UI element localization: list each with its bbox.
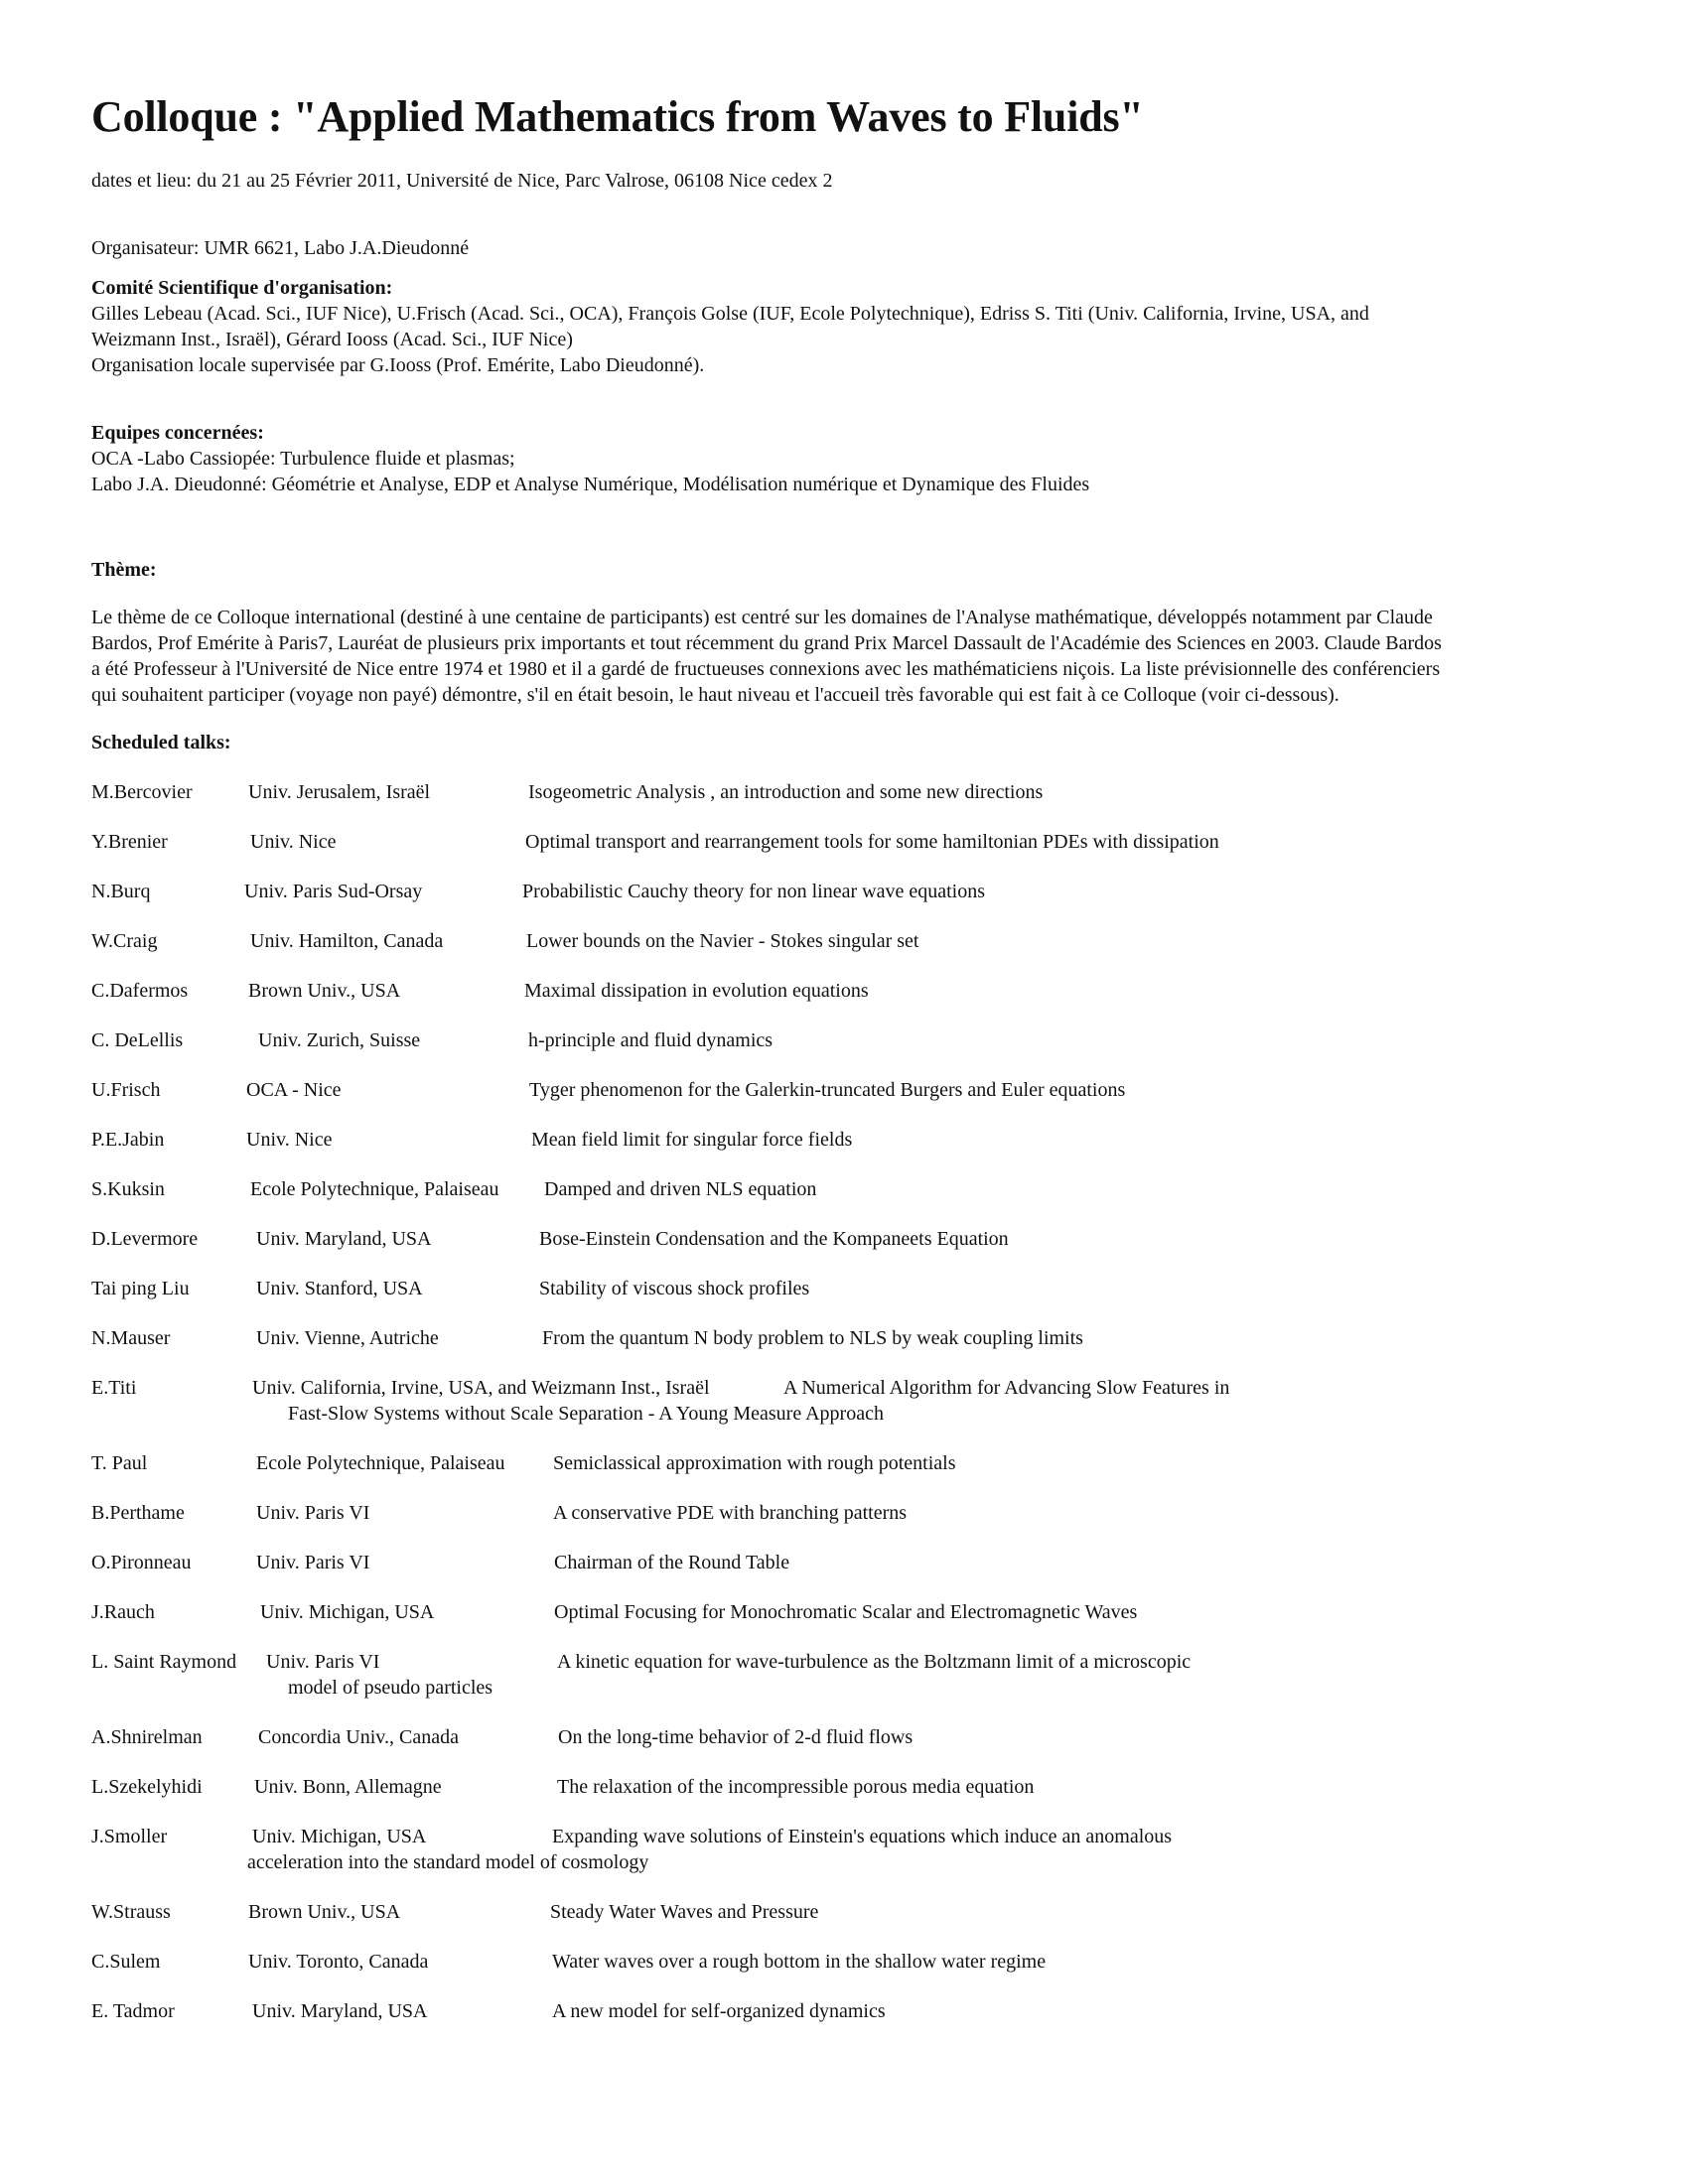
speaker-affiliation: Univ. Nice [246,1129,333,1151]
talk-title: The relaxation of the incompressible porous media equation [557,1776,1035,1798]
speaker-affiliation: Univ. Paris VI [256,1552,370,1573]
talk-item [91,1077,1601,1103]
talk-title: Isogeometric Analysis , an introduction and some new directions [528,781,1044,803]
theme-paragraph-line: Bardos, Prof Emérite à Paris7, Lauréat de plusieurs prix importants et tout récemment du grand Prix Marcel Dassault de l'Académie des Sciences en 2003. Claude Bardos [91,632,1442,654]
speaker-name: C.Sulem [91,1951,161,1973]
talk-item [91,1774,1601,1800]
speaker-affiliation: Brown Univ., USA [248,1901,401,1923]
talk-title: Semiclassical approximation with rough potentials [553,1452,956,1474]
speaker-affiliation: Univ. Zurich, Suisse [258,1029,421,1051]
speaker-name: M.Bercovier [91,781,193,803]
talk-item [91,1649,1601,1701]
talk-title: Water waves over a rough bottom in the shallow water regime [552,1951,1047,1973]
speaker-name: L.Szekelyhidi [91,1776,203,1798]
talk-title: Tyger phenomenon for the Galerkin-truncated Burgers and Euler equations [529,1079,1126,1101]
talk-title: Chairman of the Round Table [554,1552,790,1573]
speaker-name: Tai ping Liu [91,1278,190,1299]
comite-line: Organisation locale supervisée par G.Iooss (Prof. Emérite, Labo Dieudonné). [91,354,705,376]
theme-paragraph-line: a été Professeur à l'Université de Nice entre 1974 et 1980 et il a gardé de fructueuses connexions avec les mathématiciens niçois. La liste prévisionnelle des conférenciers [91,658,1441,680]
talk-item [91,1226,1601,1252]
speaker-affiliation: Univ. Paris VI [256,1502,370,1524]
talk-item [91,1450,1601,1476]
speaker-name: W.Craig [91,930,158,952]
equipes-line: OCA -Labo Cassiopée: Turbulence fluide et plasmas; [91,448,515,470]
speaker-name: E.Titi [91,1377,137,1399]
talk-item [91,879,1601,904]
speaker-affiliation: Ecole Polytechnique, Palaiseau [250,1178,499,1200]
talk-item [91,1127,1601,1153]
talk-item [91,1899,1601,1925]
talk-title: On the long-time behavior of 2-d fluid flows [558,1726,914,1748]
speaker-affiliation: Univ. Paris Sud-Orsay [244,881,423,902]
talk-item [91,1824,1601,1875]
speaker-affiliation: Univ. Nice [250,831,337,853]
talk-title: A kinetic equation for wave-turbulence as the Boltzmann limit of a microscopic [557,1651,1192,1673]
talk-title: From the quantum N body problem to NLS by weak coupling limits [542,1327,1083,1349]
speaker-name: U.Frisch [91,1079,161,1101]
equipes-heading: Equipes concernées: [91,422,264,444]
theme-heading: Thème: [91,559,157,581]
talk-item [91,928,1601,954]
talk-item [91,1724,1601,1750]
talk-title: A new model for self-organized dynamics [552,2000,886,2022]
document-title: Colloque : "Applied Mathematics from Waves to Fluids" [91,92,1144,141]
speaker-affiliation: Univ. Michigan, USA [252,1826,427,1847]
speaker-affiliation: Univ. Maryland, USA [252,2000,428,2022]
talks-list [91,779,1601,2024]
talk-title-continuation: Fast-Slow Systems without Scale Separation - A Young Measure Approach [288,1403,884,1425]
talk-title: h-principle and fluid dynamics [528,1029,774,1051]
talk-title: Optimal Focusing for Monochromatic Scalar and Electromagnetic Waves [554,1601,1138,1623]
talk-item [91,1176,1601,1202]
theme-paragraph-line: qui souhaitent participer (voyage non payé) démontre, s'il en était besoin, le haut niveau et l'accueil très favorable qui est fait à ce Colloque (voir ci-dessous). [91,684,1339,706]
speaker-name: S.Kuksin [91,1178,165,1200]
speaker-affiliation: Univ. Paris VI [266,1651,380,1673]
talk-item [91,1949,1601,1975]
speaker-name: A.Shnirelman [91,1726,203,1748]
organisateur-line: Organisateur: UMR 6621, Labo J.A.Dieudonné [91,237,470,259]
talk-item [91,1276,1601,1301]
talk-title: A Numerical Algorithm for Advancing Slow Features in [783,1377,1230,1399]
speaker-affiliation: Concordia Univ., Canada [258,1726,459,1748]
speaker-affiliation: Univ. California, Irvine, USA, and Weizmann Inst., Israël [252,1377,710,1399]
comite-line: Weizmann Inst., Israël), Gérard Iooss (Acad. Sci., IUF Nice) [91,329,573,350]
speaker-affiliation: Univ. Jerusalem, Israël [248,781,431,803]
speaker-name: B.Perthame [91,1502,185,1524]
dates-line: dates et lieu: du 21 au 25 Février 2011, Université de Nice, Parc Valrose, 06108 Nice cedex 2 [91,170,833,192]
talk-item [91,1375,1601,1427]
speaker-name: W.Strauss [91,1901,171,1923]
speaker-name: O.Pironneau [91,1552,192,1573]
talk-title: Damped and driven NLS equation [544,1178,817,1200]
talk-title: Lower bounds on the Navier - Stokes singular set [526,930,919,952]
talk-item [91,1325,1601,1351]
talks-heading: Scheduled talks: [91,732,231,753]
talk-title: Expanding wave solutions of Einstein's equations which induce an anomalous [552,1826,1173,1847]
talk-title: Maximal dissipation in evolution equations [524,980,869,1002]
talk-item [91,1027,1601,1053]
speaker-affiliation: Univ. Maryland, USA [256,1228,432,1250]
theme-paragraph-line: Le thème de ce Colloque international (destiné à une centaine de participants) est centré sur les domaines de l'Analyse mathématique, développés notamment par Claude [91,607,1433,628]
speaker-name: N.Mauser [91,1327,171,1349]
talk-item [91,1500,1601,1526]
speaker-name: C.Dafermos [91,980,189,1002]
speaker-affiliation: Univ. Vienne, Autriche [256,1327,439,1349]
speaker-affiliation: Univ. Bonn, Allemagne [254,1776,442,1798]
talk-title: Stability of viscous shock profiles [539,1278,810,1299]
talk-title: Bose-Einstein Condensation and the Kompaneets Equation [539,1228,1009,1250]
talk-title: Steady Water Waves and Pressure [550,1901,819,1923]
talk-title: A conservative PDE with branching patterns [553,1502,908,1524]
comite-heading: Comité Scientifique d'organisation: [91,277,393,299]
talk-item [91,1998,1601,2024]
talk-title: Probabilistic Cauchy theory for non linear wave equations [522,881,985,902]
talk-item [91,1599,1601,1625]
talk-title-continuation: acceleration into the standard model of cosmology [247,1851,649,1873]
speaker-affiliation: OCA - Nice [246,1079,342,1101]
speaker-name: J.Smoller [91,1826,168,1847]
speaker-affiliation: Ecole Polytechnique, Palaiseau [256,1452,505,1474]
document-page [91,91,1601,2048]
comite-line: Gilles Lebeau (Acad. Sci., IUF Nice), U.Frisch (Acad. Sci., OCA), François Golse (IUF, Ecole Polytechnique), Edriss S. Titi (Univ. California, Irvine, USA, and [91,303,1369,325]
talk-item [91,829,1601,855]
talk-item [91,1550,1601,1575]
talk-item [91,779,1601,805]
speaker-affiliation: Univ. Michigan, USA [260,1601,435,1623]
speaker-name: C. DeLellis [91,1029,184,1051]
speaker-name: J.Rauch [91,1601,155,1623]
speaker-affiliation: Univ. Stanford, USA [256,1278,423,1299]
talk-title: Mean field limit for singular force fields [531,1129,853,1151]
speaker-name: E. Tadmor [91,2000,175,2022]
speaker-name: N.Burq [91,881,151,902]
speaker-affiliation: Brown Univ., USA [248,980,401,1002]
speaker-name: L. Saint Raymond [91,1651,237,1673]
talk-title: Optimal transport and rearrangement tools for some hamiltonian PDEs with dissipation [525,831,1219,853]
speaker-name: Y.Brenier [91,831,168,853]
speaker-affiliation: Univ. Hamilton, Canada [250,930,444,952]
equipes-line: Labo J.A. Dieudonné: Géométrie et Analyse, EDP et Analyse Numérique, Modélisation numérique et Dynamique des Fluides [91,474,1090,495]
talk-title-continuation: model of pseudo particles [288,1677,493,1699]
talk-item [91,978,1601,1004]
speaker-name: D.Levermore [91,1228,199,1250]
speaker-name: P.E.Jabin [91,1129,165,1151]
speaker-affiliation: Univ. Toronto, Canada [248,1951,429,1973]
speaker-name: T. Paul [91,1452,148,1474]
